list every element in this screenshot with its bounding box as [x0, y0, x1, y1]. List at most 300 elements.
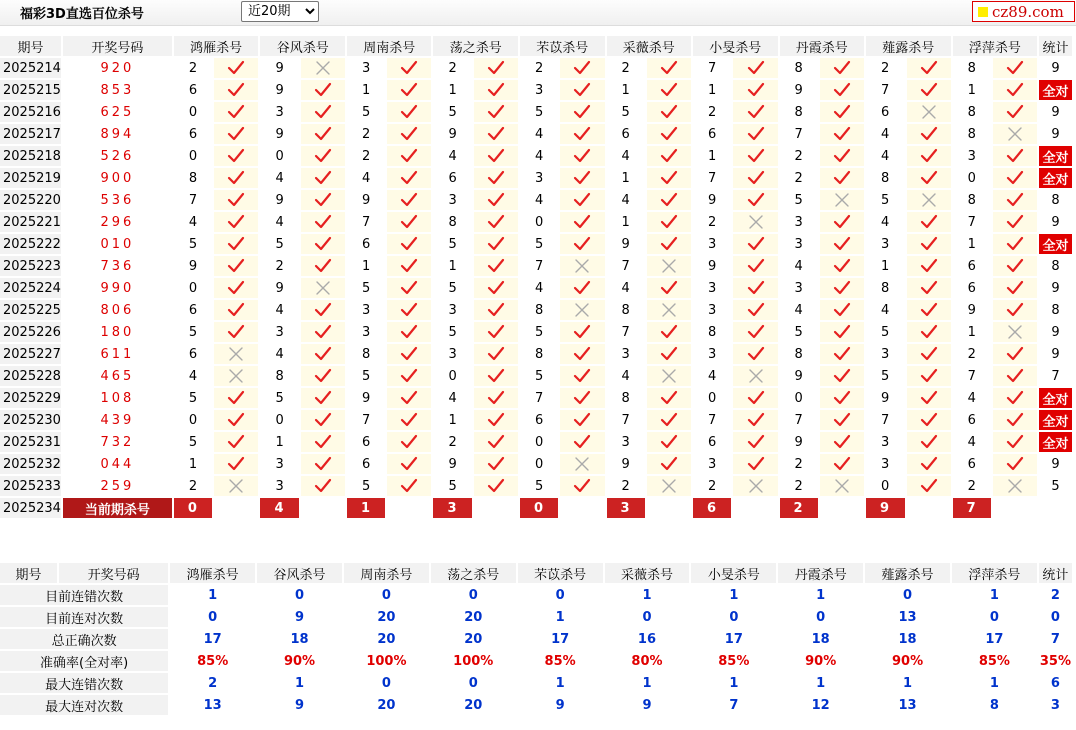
kill-number-cell: 3: [520, 80, 558, 100]
result-mark-cell: [474, 102, 518, 122]
stats-value-cell: 0: [691, 607, 776, 627]
result-mark-cell: [907, 410, 951, 430]
period-cell: 2025218: [0, 146, 61, 166]
kill-number-cell: 3: [260, 476, 298, 496]
result-mark-cell: [733, 366, 777, 386]
result-mark-cell: [301, 300, 345, 320]
kill-number-cell: 4: [433, 388, 471, 408]
draw-number-cell: 010: [100, 236, 135, 252]
row-stat-cell: 全对: [1039, 168, 1072, 188]
kill-number-cell: 8: [607, 300, 645, 320]
kill-number-cell: 1: [347, 80, 385, 100]
result-mark-cell: [301, 146, 345, 166]
result-mark-cell: [214, 476, 258, 496]
kill-number-cell: 7: [520, 388, 558, 408]
check-icon: [920, 236, 938, 252]
kill-number-cell: 1: [953, 80, 991, 100]
result-mark-cell: [647, 322, 691, 342]
result-mark-cell: [733, 432, 777, 452]
draw-number-cell: 611: [100, 346, 135, 362]
result-mark-cell: [993, 344, 1037, 364]
result-mark-cell: [387, 124, 431, 144]
table-row: [0, 58, 1072, 78]
kill-number-cell: 0: [520, 212, 558, 232]
kill-number-cell: 9: [866, 388, 904, 408]
row-stat-cell: 7: [1039, 366, 1072, 386]
check-icon: [400, 346, 418, 362]
table-row: [0, 124, 1072, 144]
result-mark-cell: [820, 256, 864, 276]
kill-number-cell: 9: [260, 58, 298, 78]
check-icon: [920, 126, 938, 142]
period-cell: 2025224: [0, 278, 61, 298]
stats-header-period: 期号: [0, 563, 57, 583]
current-blank-cell: [733, 498, 777, 518]
result-mark-cell: [387, 454, 431, 474]
result-mark-cell: [820, 322, 864, 342]
kill-number-cell: 4: [953, 432, 991, 452]
row-stat-cell: 9: [1039, 322, 1072, 342]
kill-number-cell: 4: [520, 190, 558, 210]
kill-number-cell: 0: [174, 278, 212, 298]
check-icon: [1006, 192, 1024, 208]
check-icon: [833, 170, 851, 186]
check-icon: [747, 126, 765, 142]
kill-number-cell: 4: [780, 300, 818, 320]
stats-value-cell: 13: [170, 695, 255, 715]
kill-number-cell: 6: [693, 124, 731, 144]
row-stat-cell: 全对: [1039, 80, 1072, 100]
period-select[interactable]: [241, 1, 319, 22]
stats-value-cell: 1: [605, 673, 690, 693]
check-icon: [660, 82, 678, 98]
result-mark-cell: [993, 410, 1037, 430]
kill-number-cell: 3: [607, 344, 645, 364]
result-mark-cell: [733, 410, 777, 430]
check-icon: [227, 302, 245, 318]
kill-number-cell: 6: [174, 344, 212, 364]
draw-number-cell: 108: [100, 390, 135, 406]
kill-number-cell: 5: [433, 322, 471, 342]
kill-number-cell: 7: [174, 190, 212, 210]
stats-label-cell: 最大连对次数: [0, 695, 168, 715]
cross-icon: [1006, 126, 1024, 142]
check-icon: [487, 324, 505, 340]
result-mark-cell: [647, 212, 691, 232]
draw-number-cell: 296: [100, 214, 135, 230]
kill-number-cell: 4: [866, 124, 904, 144]
stats-header-expert-2: 周南杀号: [344, 563, 429, 583]
check-icon: [747, 192, 765, 208]
kill-number-cell: 3: [693, 234, 731, 254]
kill-number-cell: 0: [780, 388, 818, 408]
kill-number-cell: 4: [607, 366, 645, 386]
kill-number-cell: 7: [347, 212, 385, 232]
result-mark-cell: [301, 410, 345, 430]
period-cell: 2025220: [0, 190, 61, 210]
kill-number-cell: 5: [174, 388, 212, 408]
check-icon: [1006, 60, 1024, 76]
current-blank-cell: [387, 498, 431, 518]
result-mark-cell: [214, 212, 258, 232]
result-mark-cell: [820, 102, 864, 122]
stats-header-draw: 开奖号码: [59, 563, 168, 583]
stats-label-cell: 总正确次数: [0, 629, 168, 649]
site-logo[interactable]: [972, 1, 1075, 22]
check-icon: [833, 412, 851, 428]
draw-number-cell: 920: [100, 60, 135, 76]
kill-number-cell: 5: [433, 476, 471, 496]
result-mark-cell: [647, 256, 691, 276]
result-mark-cell: [560, 146, 604, 166]
kill-number-cell: 8: [780, 58, 818, 78]
check-icon: [833, 82, 851, 98]
stats-value-cell: 9: [257, 607, 342, 627]
kill-number-cell: 4: [607, 146, 645, 166]
check-icon: [747, 346, 765, 362]
check-icon: [487, 60, 505, 76]
kill-number-cell: 4: [174, 212, 212, 232]
stats-value-cell: 1: [865, 673, 950, 693]
kill-number-cell: 2: [780, 476, 818, 496]
check-icon: [920, 434, 938, 450]
stats-label-cell: 准确率(全对率): [0, 651, 168, 671]
cross-icon: [573, 302, 591, 318]
draw-number-cell: 439: [100, 412, 135, 428]
cross-icon: [1006, 478, 1024, 494]
stats-value-cell: 100%: [344, 651, 429, 671]
result-mark-cell: [387, 300, 431, 320]
stats-value-cell: 0: [431, 673, 516, 693]
table-row: [0, 168, 1072, 188]
stats-header-expert-1: 谷风杀号: [257, 563, 342, 583]
check-icon: [833, 104, 851, 120]
result-mark-cell: [993, 124, 1037, 144]
result-mark-cell: [560, 322, 604, 342]
result-mark-cell: [907, 102, 951, 122]
result-mark-cell: [560, 256, 604, 276]
result-mark-cell: [820, 344, 864, 364]
result-mark-cell: [647, 300, 691, 320]
kill-number-cell: 3: [866, 344, 904, 364]
kill-number-cell: 2: [693, 212, 731, 232]
kill-number-cell: 9: [693, 190, 731, 210]
kill-number-cell: 2: [347, 146, 385, 166]
cross-icon: [573, 456, 591, 472]
kill-number-cell: 4: [607, 190, 645, 210]
row-stat-cell: 9: [1039, 102, 1072, 122]
result-mark-cell: [474, 388, 518, 408]
kill-number-cell: 2: [607, 476, 645, 496]
stats-value-cell: 0: [952, 607, 1037, 627]
result-mark-cell: [301, 388, 345, 408]
table-row: [0, 212, 1072, 232]
check-icon: [660, 412, 678, 428]
check-icon: [400, 148, 418, 164]
stats-value-cell: 18: [865, 629, 950, 649]
result-mark-cell: [993, 146, 1037, 166]
check-icon: [747, 412, 765, 428]
result-mark-cell: [647, 168, 691, 188]
check-icon: [1006, 214, 1024, 230]
check-icon: [573, 280, 591, 296]
stats-row: [0, 673, 1072, 693]
kill-number-cell: 5: [260, 388, 298, 408]
result-mark-cell: [733, 322, 777, 342]
result-mark-cell: [820, 410, 864, 430]
check-icon: [314, 82, 332, 98]
check-icon: [400, 258, 418, 274]
kill-number-cell: 2: [780, 454, 818, 474]
stats-value-cell: 1: [778, 585, 863, 605]
table-row: [0, 388, 1072, 408]
check-icon: [400, 214, 418, 230]
kill-number-cell: 9: [347, 388, 385, 408]
check-icon: [660, 192, 678, 208]
result-mark-cell: [820, 124, 864, 144]
check-icon: [227, 170, 245, 186]
kill-number-cell: 9: [607, 454, 645, 474]
table-row: [0, 146, 1072, 166]
cross-icon: [920, 192, 938, 208]
stats-value-cell: 16: [605, 629, 690, 649]
draw-number-cell: 625: [100, 104, 135, 120]
check-icon: [1006, 236, 1024, 252]
result-mark-cell: [733, 212, 777, 232]
stats-value-cell: 1: [952, 585, 1037, 605]
kill-number-cell: 8: [433, 212, 471, 232]
table-row: [0, 476, 1072, 496]
result-mark-cell: [301, 344, 345, 364]
stats-row: [0, 607, 1072, 627]
cross-icon: [227, 346, 245, 362]
current-blank-cell: [301, 498, 345, 518]
kill-number-cell: 4: [693, 366, 731, 386]
current-blank-cell: [647, 498, 691, 518]
check-icon: [1006, 434, 1024, 450]
result-mark-cell: [474, 278, 518, 298]
check-icon: [573, 192, 591, 208]
result-mark-cell: [214, 454, 258, 474]
check-icon: [833, 302, 851, 318]
header-expert-9: 浮萍杀号: [953, 36, 1038, 56]
result-mark-cell: [733, 124, 777, 144]
current-blank-cell: [214, 498, 258, 518]
kill-number-cell: 5: [520, 234, 558, 254]
kill-number-cell: 6: [433, 168, 471, 188]
check-icon: [660, 280, 678, 296]
kill-number-cell: 2: [866, 58, 904, 78]
stats-value-cell: 1: [691, 585, 776, 605]
check-icon: [314, 346, 332, 362]
kill-number-cell: 1: [607, 168, 645, 188]
check-icon: [747, 280, 765, 296]
table-row: [0, 322, 1072, 342]
stats-total-cell: 7: [1039, 629, 1072, 649]
kill-number-cell: 1: [174, 454, 212, 474]
page-title: 福彩3D直选百位杀号: [20, 7, 144, 22]
kill-number-cell: 3: [260, 322, 298, 342]
kill-number-cell: 7: [953, 212, 991, 232]
check-icon: [833, 148, 851, 164]
result-mark-cell: [733, 102, 777, 122]
kill-number-cell: 6: [953, 278, 991, 298]
result-mark-cell: [560, 432, 604, 452]
check-icon: [1006, 148, 1024, 164]
result-mark-cell: [214, 278, 258, 298]
stats-value-cell: 13: [865, 607, 950, 627]
current-kill-number: 7: [953, 498, 991, 518]
check-icon: [227, 214, 245, 230]
check-icon: [400, 478, 418, 494]
kill-number-cell: 3: [347, 58, 385, 78]
check-icon: [314, 236, 332, 252]
result-mark-cell: [560, 124, 604, 144]
kill-number-cell: 1: [347, 256, 385, 276]
row-stat-cell: 9: [1039, 344, 1072, 364]
check-icon: [1006, 412, 1024, 428]
check-icon: [747, 236, 765, 252]
result-mark-cell: [301, 454, 345, 474]
table-row: [0, 454, 1072, 474]
kill-number-cell: 2: [953, 476, 991, 496]
result-mark-cell: [214, 432, 258, 452]
draw-number-cell: 465: [100, 368, 135, 384]
stats-value-cell: 0: [344, 585, 429, 605]
check-icon: [833, 368, 851, 384]
kill-number-cell: 1: [953, 234, 991, 254]
period-cell: 2025228: [0, 366, 61, 386]
check-icon: [314, 192, 332, 208]
result-mark-cell: [560, 410, 604, 430]
check-icon: [833, 280, 851, 296]
draw-number-cell: 736: [100, 258, 135, 274]
check-icon: [487, 82, 505, 98]
result-mark-cell: [214, 168, 258, 188]
result-mark-cell: [647, 58, 691, 78]
result-mark-cell: [993, 476, 1037, 496]
kill-number-cell: 0: [174, 102, 212, 122]
kill-number-cell: 3: [866, 432, 904, 452]
period-cell: 2025227: [0, 344, 61, 364]
check-icon: [573, 412, 591, 428]
check-icon: [1006, 258, 1024, 274]
check-icon: [573, 148, 591, 164]
result-mark-cell: [993, 234, 1037, 254]
period-cell: 2025215: [0, 80, 61, 100]
period-cell: 2025225: [0, 300, 61, 320]
result-mark-cell: [387, 410, 431, 430]
result-mark-cell: [993, 190, 1037, 210]
result-mark-cell: [560, 300, 604, 320]
result-mark-cell: [733, 80, 777, 100]
table-row: [0, 300, 1072, 320]
result-mark-cell: [387, 212, 431, 232]
period-cell: 2025221: [0, 212, 61, 232]
result-mark-cell: [907, 344, 951, 364]
result-mark-cell: [820, 80, 864, 100]
kill-number-cell: 4: [953, 388, 991, 408]
kill-number-cell: 0: [260, 146, 298, 166]
check-icon: [833, 456, 851, 472]
stats-value-cell: 85%: [691, 651, 776, 671]
kill-number-cell: 8: [693, 322, 731, 342]
check-icon: [573, 324, 591, 340]
check-icon: [660, 434, 678, 450]
check-icon: [400, 170, 418, 186]
stats-value-cell: 13: [865, 695, 950, 715]
result-mark-cell: [560, 80, 604, 100]
check-icon: [487, 346, 505, 362]
result-mark-cell: [387, 278, 431, 298]
cross-icon: [747, 214, 765, 230]
kill-number-cell: 2: [347, 124, 385, 144]
period-cell: 2025216: [0, 102, 61, 122]
result-mark-cell: [733, 454, 777, 474]
check-icon: [314, 214, 332, 230]
current-blank-cell: [474, 498, 518, 518]
check-icon: [660, 456, 678, 472]
check-icon: [920, 280, 938, 296]
stats-value-cell: 20: [344, 607, 429, 627]
check-icon: [487, 192, 505, 208]
result-mark-cell: [474, 322, 518, 342]
result-mark-cell: [907, 476, 951, 496]
kill-number-cell: 8: [520, 344, 558, 364]
result-mark-cell: [993, 168, 1037, 188]
result-mark-cell: [474, 476, 518, 496]
check-icon: [400, 280, 418, 296]
stats-value-cell: 20: [431, 607, 516, 627]
check-icon: [573, 126, 591, 142]
result-mark-cell: [474, 454, 518, 474]
kill-number-cell: 4: [520, 278, 558, 298]
current-kill-number: 6: [693, 498, 731, 518]
header-expert-5: 采薇杀号: [607, 36, 692, 56]
check-icon: [487, 280, 505, 296]
check-icon: [487, 302, 505, 318]
result-mark-cell: [474, 234, 518, 254]
draw-number-cell: 900: [100, 170, 135, 186]
stats-value-cell: 80%: [605, 651, 690, 671]
result-mark-cell: [301, 190, 345, 210]
kill-number-cell: 5: [866, 366, 904, 386]
check-icon: [314, 104, 332, 120]
result-mark-cell: [301, 80, 345, 100]
header-expert-2: 周南杀号: [347, 36, 432, 56]
kill-number-cell: 6: [347, 234, 385, 254]
period-cell: 2025230: [0, 410, 61, 430]
table-row: [0, 234, 1072, 254]
stats-total-cell: 2: [1039, 585, 1072, 605]
check-icon: [400, 434, 418, 450]
stats-value-cell: 90%: [257, 651, 342, 671]
result-mark-cell: [214, 124, 258, 144]
check-icon: [920, 456, 938, 472]
check-icon: [314, 434, 332, 450]
kill-number-cell: 0: [260, 410, 298, 430]
result-mark-cell: [907, 124, 951, 144]
check-icon: [747, 60, 765, 76]
stats-value-cell: 1: [257, 673, 342, 693]
draw-number-cell: 526: [100, 148, 135, 164]
kill-number-cell: 6: [347, 454, 385, 474]
kill-number-cell: 1: [433, 256, 471, 276]
stats-table: [0, 561, 1074, 717]
kill-number-cell: 8: [866, 278, 904, 298]
result-mark-cell: [820, 432, 864, 452]
check-icon: [833, 258, 851, 274]
